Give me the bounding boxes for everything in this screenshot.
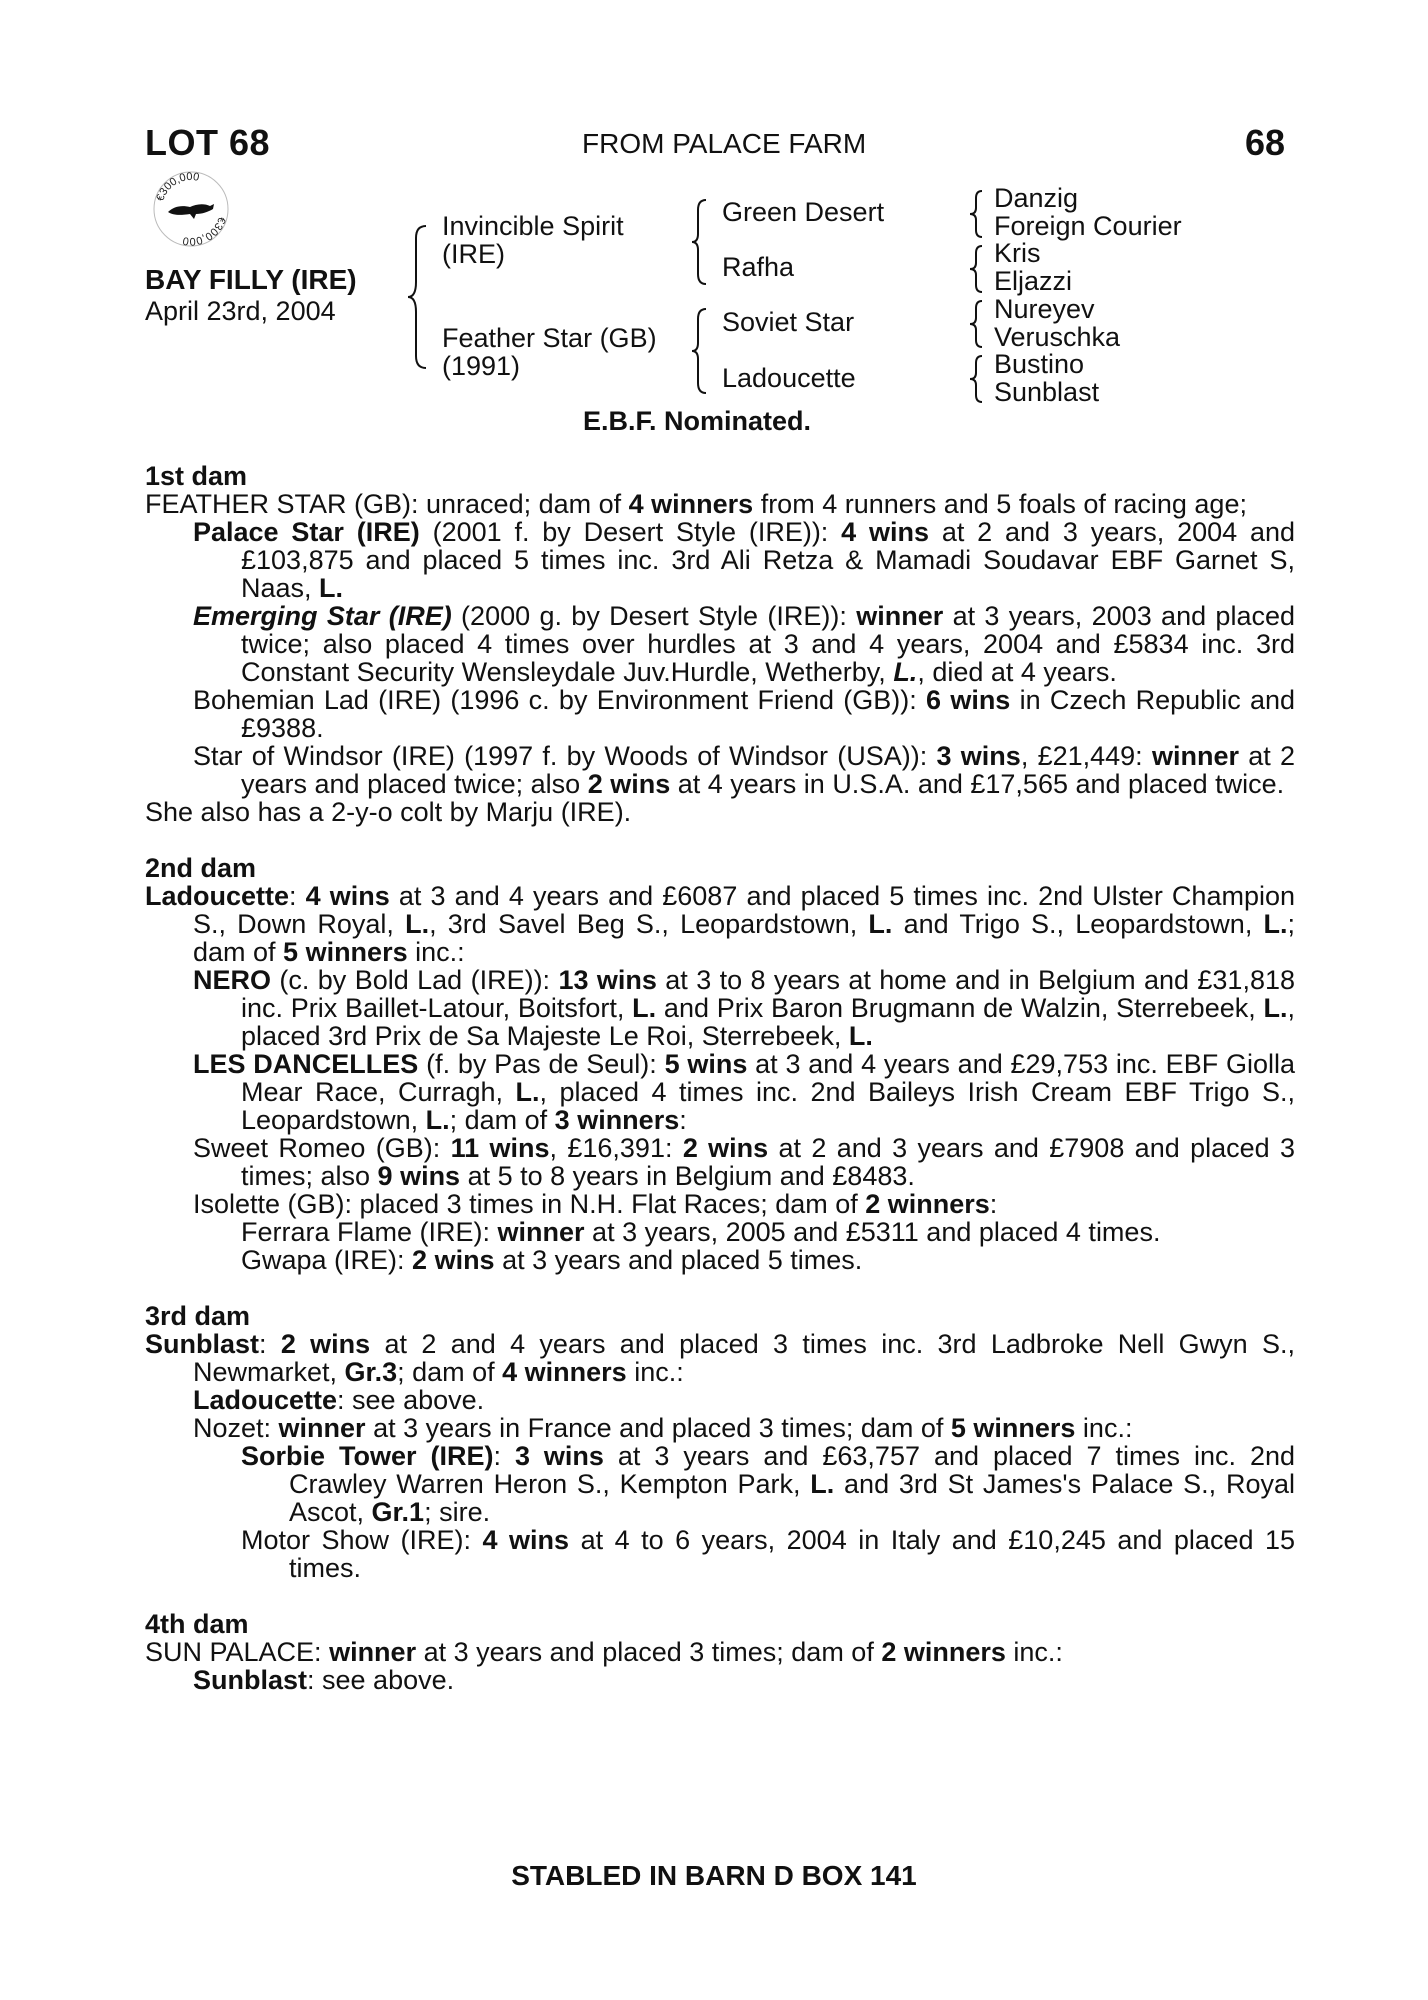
pedigree-gen3-3: Kris: [994, 238, 1041, 268]
svg-text:€300,000: €300,000: [154, 170, 201, 203]
produce-entry: Motor Show (IRE): 4 wins at 4 to 6 years, 2004 in Italy and £10,245 and placed 15 times.: [241, 1525, 1296, 1583]
pedigree-sire-sire: Green Desert: [722, 197, 885, 227]
pedigree-gen3-6: Veruschka: [994, 322, 1121, 352]
second-dam-heading: 2nd dam: [145, 853, 257, 883]
pedigree-brace-dam: [690, 305, 710, 397]
first-dam-summary: FEATHER STAR (GB): unraced; dam of 4 winners from 4 runners and 5 foals of racing age;: [145, 489, 1247, 519]
second-dam-summary: Ladoucette: 4 wins at 3 and 4 years and £6087 and placed 5 times inc. 2nd Ulster Champion S., Down Royal, L., 3rd Savel Beg S., Leopardstown, L. and Trigo S., Leopardstown, L.; dam of 5 winners inc.:: [145, 881, 1296, 967]
price-stamp-icon: [152, 170, 230, 248]
pedigree-gen3-8: Sunblast: [994, 377, 1100, 407]
pedigree-brace-g1: [968, 188, 986, 240]
stabling-info: STABLED IN BARN D BOX 141: [511, 1860, 917, 1891]
pedigree-dam: Feather Star (GB) (1991): [442, 323, 657, 381]
foaling-date: April 23rd, 2004: [145, 296, 336, 326]
pedigree-brace-main: [406, 222, 430, 372]
produce-entry: LES DANCELLES (f. by Pas de Seul): 5 wins at 3 and 4 years and £29,753 inc. EBF Giolla Mear Race, Curragh, L., placed 4 times inc. 2nd Baileys Irish Cream EBF Trigo S., Leopardstown, L.; dam of 3 winners:: [193, 1049, 1295, 1135]
produce-entry: Isolette (GB): placed 3 times in N.H. Flat Races; dam of 2 winners:: [193, 1189, 998, 1219]
pedigree-brace-g4: [968, 353, 986, 405]
produce-entry: Gwapa (IRE): 2 wins at 3 years and placed 5 times.: [241, 1245, 863, 1275]
produce-entry: She also has a 2-y-o colt by Marju (IRE).: [145, 797, 632, 827]
produce-entry: NERO (c. by Bold Lad (IRE)): 13 wins at 3 to 8 years at home and in Belgium and £31,818 inc. Prix Baillet-Latour, Boitsfort, L. and Prix Baron Brugmann de Walzin, Sterrebeek, L., placed 3rd Prix de Sa Majeste Le Roi, Sterrebeek, L.: [193, 965, 1295, 1051]
horse-description: BAY FILLY (IRE): [145, 264, 357, 295]
pedigree-gen3-2: Foreign Courier: [994, 211, 1182, 241]
ebf-nomination: E.B.F. Nominated.: [583, 406, 812, 436]
pedigree-brace-g3: [968, 298, 986, 350]
pedigree-dam-dam: Ladoucette: [722, 363, 856, 393]
pedigree-gen3-1: Danzig: [994, 183, 1079, 213]
produce-entry: Sweet Romeo (GB): 11 wins, £16,391: 2 wins at 2 and 3 years and £7908 and placed 3 times; also 9 wins at 5 to 8 years in Belgium and £8483.: [193, 1133, 1295, 1191]
vendor-name: FROM PALACE FARM: [582, 128, 867, 159]
fourth-dam-heading: 4th dam: [145, 1609, 249, 1639]
pedigree-brace-sire: [690, 196, 710, 288]
first-dam-heading: 1st dam: [145, 461, 248, 491]
lot-number: 68: [1245, 122, 1286, 163]
pedigree-gen3-4: Eljazzi: [994, 266, 1073, 296]
produce-entry: Sunblast: see above.: [193, 1665, 455, 1695]
svg-text:€300,000: €300,000: [181, 215, 228, 248]
pedigree-gen3-7: Bustino: [994, 349, 1085, 379]
produce-entry: Bohemian Lad (IRE) (1996 c. by Environment Friend (GB)): 6 wins in Czech Republic and £9388.: [193, 685, 1295, 743]
lot-label: LOT 68: [145, 122, 271, 163]
pedigree-dam-sire: Soviet Star: [722, 307, 855, 337]
produce-entry: Ferrara Flame (IRE): winner at 3 years, 2005 and £5311 and placed 4 times.: [241, 1217, 1161, 1247]
fourth-dam-summary: SUN PALACE: winner at 3 years and placed 3 times; dam of 2 winners inc.:: [145, 1637, 1063, 1667]
pedigree-brace-g2: [968, 243, 986, 295]
pedigree-sire-dam: Rafha: [722, 252, 795, 282]
third-dam-summary: Sunblast: 2 wins at 2 and 4 years and placed 3 times inc. 3rd Ladbroke Nell Gwyn S., Newmarket, Gr.3; dam of 4 winners inc.:: [145, 1329, 1295, 1387]
produce-entry: Sorbie Tower (IRE): 3 wins at 3 years and £63,757 and placed 7 times inc. 2nd Crawley Warren Heron S., Kempton Park, L. and 3rd St James's Palace S., Royal Ascot, Gr.1; sire.: [241, 1441, 1295, 1527]
produce-entry: Emerging Star (IRE) (2000 g. by Desert Style (IRE)): winner at 3 years, 2003 and placed twice; also placed 4 times over hurdles at 3 and 4 years, 2004 and £5834 inc. 3rd Constant Security Wensleydale Juv.Hurdle, Wetherby, L., died at 4 years.: [193, 601, 1295, 687]
third-dam-heading: 3rd dam: [145, 1301, 251, 1331]
produce-entry: Nozet: winner at 3 years in France and placed 3 times; dam of 5 winners inc.:: [193, 1413, 1133, 1443]
pedigree-sire: Invincible Spirit (IRE): [442, 211, 624, 269]
produce-entry: Palace Star (IRE) (2001 f. by Desert Style (IRE)): 4 wins at 2 and 3 years, 2004 and £103,875 and placed 5 times inc. 3rd Ali Retza & Mamadi Soudavar EBF Garnet S, Naas, L.: [193, 517, 1296, 603]
pedigree-gen3-5: Nureyev: [994, 294, 1095, 324]
produce-entry: Ladoucette: see above.: [193, 1385, 485, 1415]
produce-record: [145, 462, 1295, 1694]
produce-entry: Star of Windsor (IRE) (1997 f. by Woods of Windsor (USA)): 3 wins, £21,449: winner at 2 years and placed twice; also 2 wins at 4 years in U.S.A. and £17,565 and placed twice.: [193, 741, 1296, 799]
